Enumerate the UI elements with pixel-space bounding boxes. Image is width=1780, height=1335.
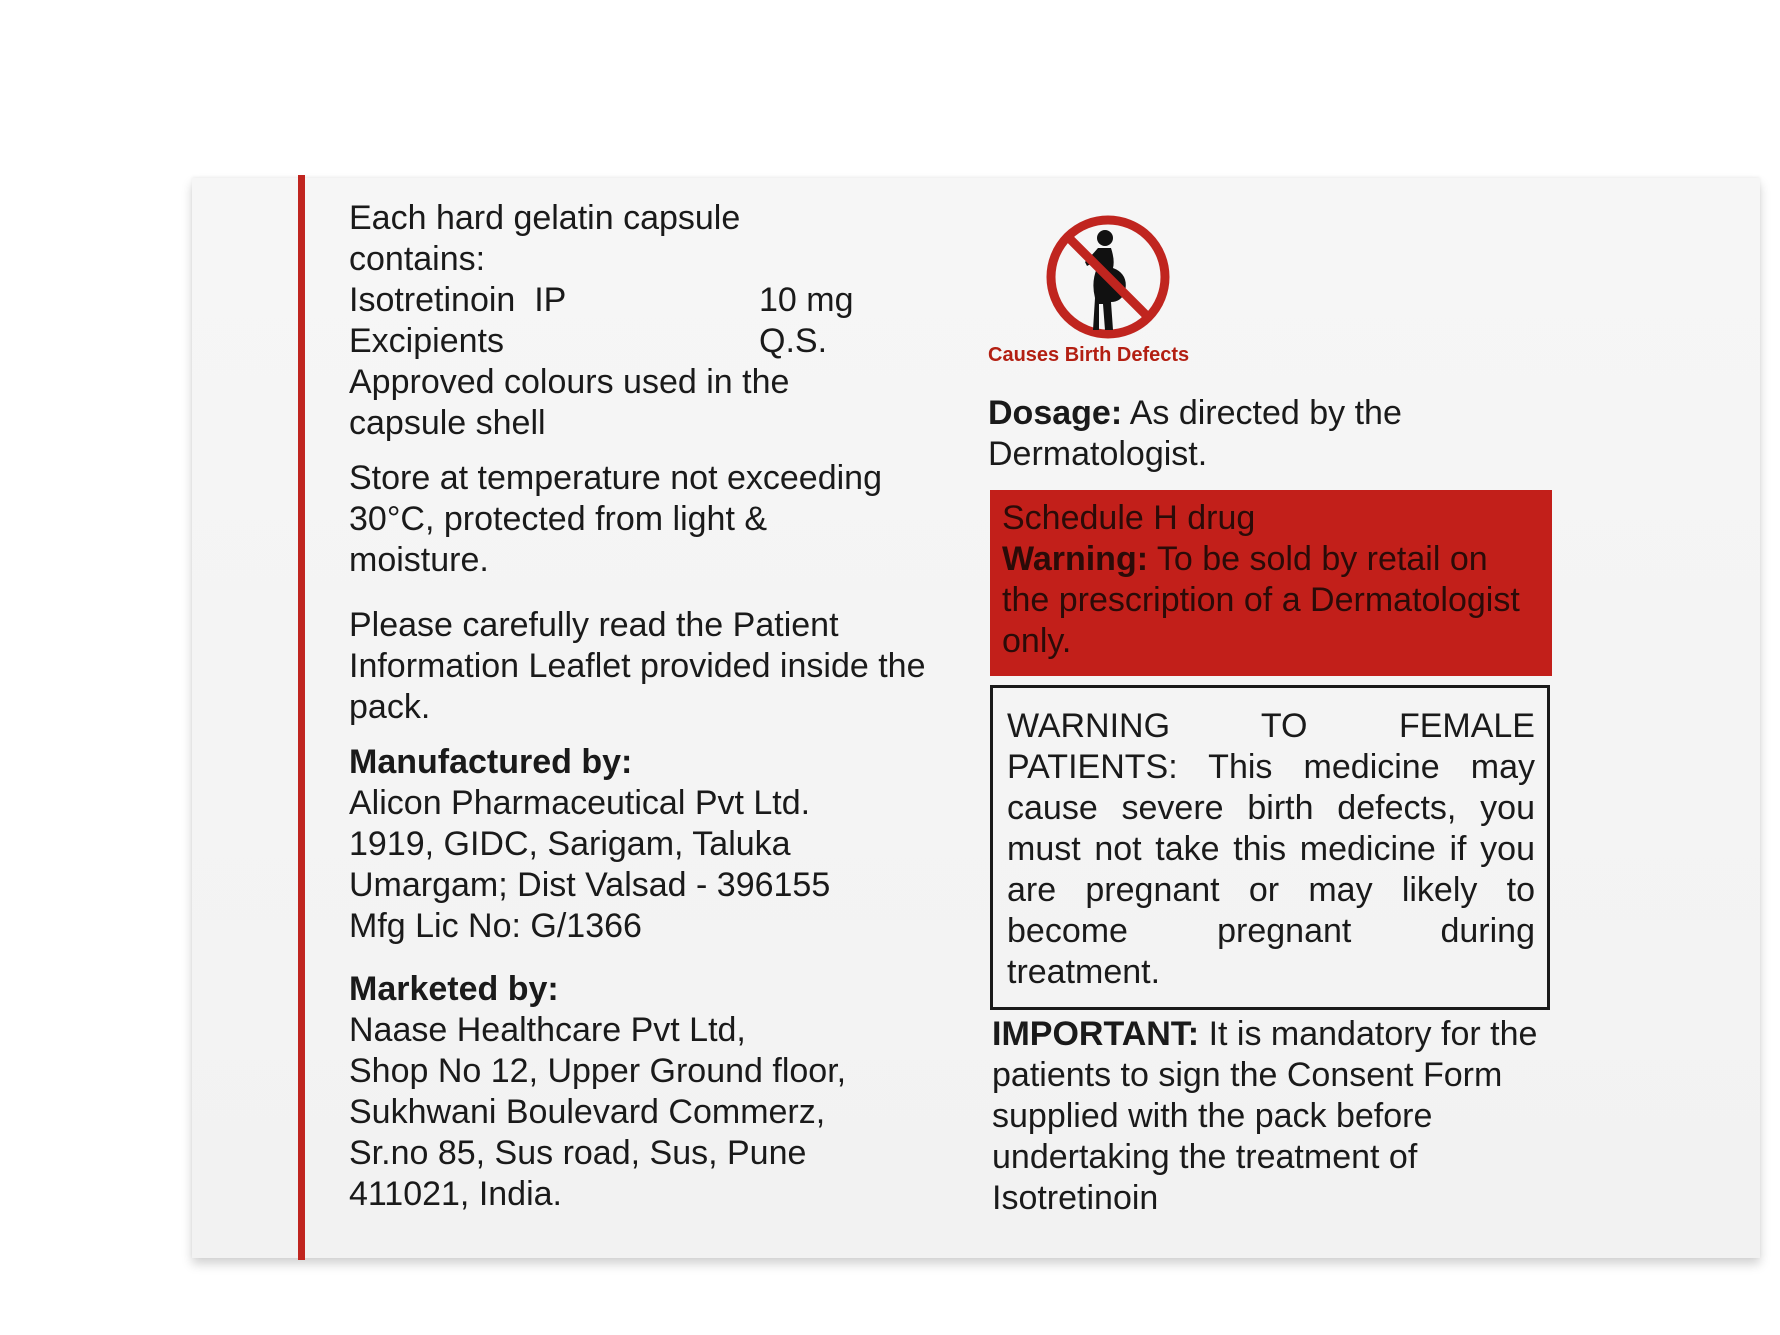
schedule-warning-label: Warning: bbox=[1002, 540, 1149, 578]
manufacturer-line: Alicon Pharmaceutical Pvt Ltd. bbox=[349, 784, 811, 822]
marketer-line: Sr.no 85, Sus road, Sus, Pune bbox=[349, 1134, 807, 1172]
ingredient-name: Isotretinoin IP bbox=[349, 281, 567, 319]
marketer-line: Naase Healthcare Pvt Ltd, bbox=[349, 1011, 746, 1049]
dosage-text bbox=[988, 393, 1548, 475]
ingredient-row bbox=[349, 280, 969, 321]
female-warning-text: WARNING TO FEMALE PATIENTS: This medicine may cause severe birth defects, you must not take this medicine if you are pregnant or may likely to become pregnant during treatment. bbox=[1007, 707, 1535, 991]
dosage-value: As directed by the Dermatologist. bbox=[988, 394, 1402, 473]
ingredient-name: Excipients bbox=[349, 322, 504, 360]
ingredient-row bbox=[349, 321, 969, 362]
female-warning-box bbox=[990, 685, 1550, 1010]
marketer-line: Sukhwani Boulevard Commerz, bbox=[349, 1093, 826, 1131]
storage-note: Store at temperature not exceeding 30°C, protected from light & moisture. bbox=[349, 459, 882, 579]
schedule-warning bbox=[1002, 539, 1540, 662]
schedule-warning-text: To be sold by retail on the prescription of a Dermatologist only. bbox=[1002, 540, 1520, 660]
left-column bbox=[349, 198, 969, 1215]
schedule-title: Schedule H drug bbox=[1002, 499, 1256, 537]
marketer-line: Shop No 12, Upper Ground floor, bbox=[349, 1052, 847, 1090]
leaflet-note: Please carefully read the Patient Information Leaflet provided inside the pack. bbox=[349, 606, 926, 726]
manufacturer-line: 1919, GIDC, Sarigam, Taluka bbox=[349, 825, 791, 863]
important-value: It is mandatory for the patients to sign the Consent Form supplied with the pack before undertaking the treatment of Isotretinoin bbox=[992, 1015, 1538, 1217]
dosage-label: Dosage: bbox=[988, 394, 1123, 432]
colours-note: Approved colours used in the capsule shell bbox=[349, 363, 790, 442]
marketer-line: 411021, India. bbox=[349, 1175, 562, 1213]
schedule-h-box bbox=[990, 490, 1552, 676]
important-text bbox=[992, 1014, 1552, 1219]
no-pregnancy-icon bbox=[1043, 212, 1173, 342]
composition-block bbox=[349, 198, 969, 444]
composition-heading: Each hard gelatin capsule contains: bbox=[349, 199, 741, 278]
red-vertical-rule bbox=[298, 175, 305, 1260]
birth-defect-symbol bbox=[988, 212, 1228, 342]
ingredient-amount: Q.S. bbox=[759, 322, 828, 360]
important-label: IMPORTANT: bbox=[992, 1015, 1200, 1053]
manufacturer-line: Mfg Lic No: G/1366 bbox=[349, 907, 642, 945]
manufacturer-line: Umargam; Dist Valsad - 396155 bbox=[349, 866, 831, 904]
important-block bbox=[992, 1014, 1552, 1219]
dosage-block bbox=[988, 393, 1548, 475]
birth-defect-caption: Causes Birth Defects bbox=[988, 344, 1190, 366]
marketer-heading: Marketed by: bbox=[349, 970, 559, 1008]
ingredient-amount: 10 mg bbox=[759, 281, 854, 319]
manufacturer-heading: Manufactured by: bbox=[349, 743, 633, 781]
